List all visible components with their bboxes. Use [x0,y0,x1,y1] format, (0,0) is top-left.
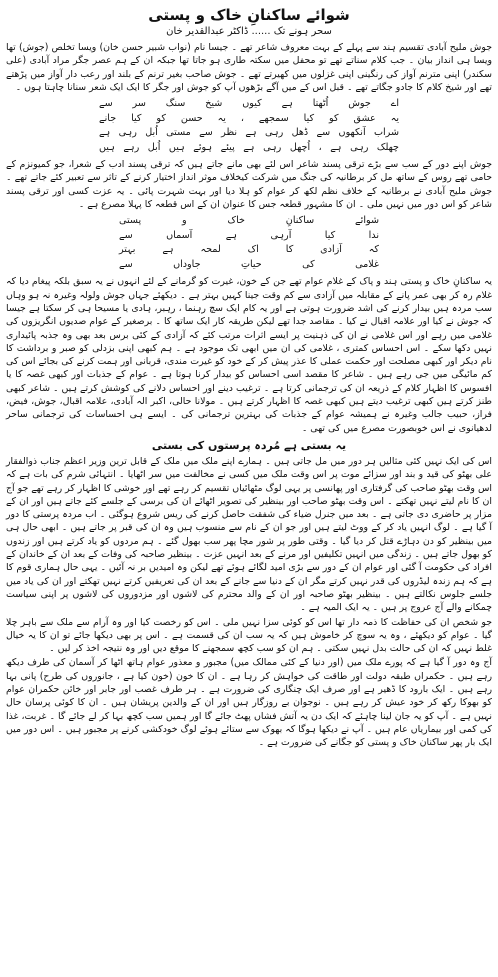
verse-line: اے جوش اُٹھتا ہے کیوں شیخ سنگ سر سے [99,98,399,110]
verse-line: کہ آزادی کا اک لمحہ ہے بہتر [119,244,379,256]
paragraph-6: آج وہ دور آ گیا ہے کہ پورے ملک میں (اور دنیا کے کئی ممالک میں) مجبور و معذور عوام ہاتھ اٹھا کر آسمان کی طرف دیکھ رہے ہیں ۔ حکمراں طبقہ دولت اور طاقت کی خواہش کر رہا ہے ۔ ان کا خون (خون کیا ہے ، جانوروں کی طرح) پانی بہا رہے ہیں ۔ ایک بارود کا ڈھیر ہے اور صرف ایک چنگاری کی ضرورت ہے ۔ ہر طرف غصب اور جابر اور خائن حکمران عوام کو بھوکا رکھ کر خود عیش کر رہے ہیں ۔ نوجوان بے روزگار ہیں اور ان کے والدین پریشان ہیں ۔ ان کا کوئی پرسان حال نہیں ہے ۔ آپ کو یہ جان لینا چاہئے کہ ایک دن یہ آتش فشاں پھٹ جائے گا اور ہمیں سب کچھ بہا کر لے جائے گا ۔ غربت، غذا کی کمی اور بیماریاں عام ہیں ۔ آپ نے دیکھا ہوگا کہ بھوک سے ستائے ہوئے لوگ خودکشی کرنے پر مجبور ہیں ۔ اس دور میں ایک بار پھر ساکنان خاک و پستی کو جگانے کی ضرورت ہے ۔ [6,657,492,749]
column-byline: سحر ہونے تک ...... ڈاکٹر عبدالقدیر خان [166,26,332,37]
verse-block-1 [99,97,399,155]
verse-block-2 [119,214,379,272]
verse-line: ندا کیا آرہی ہے آسماں سے [119,229,379,241]
verse-line: شوائے ساکنانِ خاک و پستی [119,215,379,227]
paragraph-4: اس کی ایک نہیں کئی مثالیں ہر دور میں مل جاتی ہیں ۔ ہمارے اپنے ملک میں ملک کے قابل ترین وزیر اعظم جناب ذوالفقار علی بھٹو کی قید و بند اور سزائے موت پر اس وقت ملک میں کسی نے مخالفت میں سر اٹھایا ۔ انتہائی شرم کی بات ہے کہ اس وقت بھٹو صاحب کی گرفتاری اور پھانسی پر یہی لوگ مٹھائیاں تقسیم کر رہے تھے اور خوشی کا اظہار کر رہے تھے جو آج ان کا نام لیتے نہیں تھکتے ۔ اس وقت بھٹو صاحب اور بینظیر کی تصویر اٹھائے ان کی برسی کے جلسے کئے جاتے ہیں اور ان کے مزار پر حاضری دی جاتی ہے ۔ بعد میں جنرل ضیاء کی شفقت حاصل کرنے کی ریس شروع ہوگئی ۔ اب مردہ پرستی کا دور آ گیا ہے ۔ لوگ انہیں یاد کر کے ووٹ لیتے ہیں اور جو ان کے نام سے منسوب ہیں وہ ان کی قبر پر جاتے ہیں ۔ ابھی حال ہی میں بینظیر کو دن دہاڑے قتل کر دیا گیا ۔ وقتی طور پر شور مچا پھر سب بھول گئے ۔ ہم مردوں کو یاد کرتے ہیں اور زندوں کو بھول جاتے ہیں ۔ زندگی میں انہیں تکلیفیں اور مرنے کے بعد انہیں عزت ۔ بینظیر صاحبہ کی وفات کے بعد ان کے خاندان کے افراد کی حکومت آ گئی اور عوام ان کے دور سے بڑی امید لگائے ہوئے تھے لیکن وہ امیدیں بر نہ آئیں ۔ یہی حال ہماری قوم کا ہے کہ ہم زندہ لیڈروں کی قدر نہیں کرتے مگر ان کے دنیا سے جانے کے بعد ان کی تعریفیں کرتے نہیں تھکتے اور ان کی یاد میں جلسے جلوس نکالتے ہیں ۔ بینظیر بھٹو صاحبہ اور ان کے والد محترم کی لاشوں اور مزدوروں کی لاشوں پر اپنی سیاست چمکانے والے آج عروج پر ہیں ۔ یہ ایک المیہ ہے ۔ [6,455,492,614]
paragraph-2: جوش اپنے دور کے سب سے بڑے ترقی پسند شاعر اس لئے بھی مانے جاتے ہیں کہ ترقی پسند ادب کے شعرا، جو کمیونزم کے حامی تھے روس کے ساتھ مل کر برطانیہ کی جنگ میں شرکت کیخلاف موثر انداز اختیار کرنے کے تاثر سے تعبیر کئے جاتے تھے ۔ جوش ملیح آبادی نے برطانیہ کے خلاف نظم لکھ کر عوام کو ہلا دیا اور بہت شہرت پائی ۔ یہ عزت کسی اور ترقی پسند شاعر کو اس دور میں نہیں ملی ۔ ان کا مشہور قطعہ جس کا عنوان ان کے اس قطعہ کا پہلا مصرع ہے ۔ [6,159,492,211]
quoted-subheading: یہ بستی ہے مُردہ پرستوں کی بستی [151,438,347,452]
paragraph-1: جوش ملیح آبادی تقسیم ہند سے پہلے کے بہت معروف شاعر تھے ۔ جیسا نام (نواب شبیر حسن خان) ویسا تخلص (جوش) تھا ویسا ہی انداز بیان ۔ جب کلام سناتے تھے تو محفل میں سکتہ طاری ہو جاتا تھا جبکہ ان کے ہم عصر جگر مراد آبادی (علی سکندر) اپنی مترنم آواز کی رنگینی اپنی غزلوں میں کھیرتے تھے ۔ جوش صاحب بغیر ترنم کے بلند اور رعب دار آواز میں پڑھتے تھے اور شیخ کلام کا جادو جگاتے تھے ۔ قبل اس کے میں آگے بڑھوں آپ کو جوش اور جگر کا ایک ایک شعر سنانا چاہتا ہوں ۔ [6,42,492,93]
paragraph-3: یہ ساکنانِ خاک و پستی ہند و پاک کے غلام عوام تھے جن کے خون، غیرت کو گرمانے کے لئے انہوں نے یہ سبق بلکہ پیغام دیا کہ غلام رہ کر بھی عمر پانے کے مقابلہ میں آزادی سے کم وقت جینا کہیں بہتر ہے ۔ دیکھئے جہاں جوش ولولہ وغیرہ نہ ہو وہاں سب مردہ ہیں بیدار کرنے کی اشد ضرورت ہوتی ہے اور یہ کام ایک سچ رہنما ، رہبر، ہادی یا مسیحا ہی کر سکتا ہے جیسا کہ جوش نے کیا اور علامہ اقبال نے کیا ۔ مقاصد جدا تھے لیکن طریقہ کار ایک ساتھ کا ۔ برصغیر کے عوام صدیوں انگریزوں کی غلامی میں رہے اور اس غلامی نے ان کی ذہنیت پر ایسے اثرات مرتب کئے کہ آزادی کے کئی برس بعد بھی وہ جذبہ پائیداری نہیں دکھا سکے ۔ اس احساس کمتری ، غلامی کی ان میں ابھی تک موجود ہے ۔ ہم کبھی اپنی بزدلی کو صبر و برداشت کا نام دیکر اور کبھی مصلحت اور حکمت عملی کا عذر پیش کر کے خود کو غیرت مندی، قربانی اور ہمت کرنے کی بجائے اس کی کم مائیگی میں جی رہے ہیں ۔ شاعر کا مقصد اسی احساس کو بیدار کرنا ہوتا ہے ۔ عوام کے جذبات اور کبھی غصہ کا یا افسوس کا اظہار کلام کے ذریعہ ان کی ترجمانی کرتا ہے ۔ ترغیب دینے اور احساس دلانے کی کوشش کرتے ہیں ۔ شاعر کبھی طنز کرتے ہیں کبھی ترغیب دیتے ہیں کبھی غصہ کا اظہار کرتے ہیں ۔ مولانا حالی، اکبر الہ آبادی، علامہ اقبال، جوش، فیض، فراز، حبیب جالب وغیرہ نے ہمیشہ عوام کے جذبات کی بہترین ترجمانی کی ۔ ایسے ہی احساسات کی ترجمانی ساحر لدھیانوی نے اس خوبصورت مصرع میں کی تھی ۔ [6,276,492,434]
verse-line: شراب آنکھوں سے ڈھل رہی ہے نظر سے مستی اُبل رہی ہے [99,127,399,139]
verse-line: غلامی کی حیاتِ جاوداں سے [119,258,379,270]
verse-line: یہ عشق کو کیا سمجھے ، یہ حسن کو کیا جانے [99,112,399,124]
verse-line: چھلک رہی ہے ، اُچھل رہی ہے پیئے ہوئے ہیں اُبل رہے ہیں [99,141,399,153]
column-title: شوائے ساکنانِ خاک و پستی [148,6,350,24]
paragraph-5: جو شخص ان کی حفاظت کا ذمہ دار تھا اس کو کوئی سزا نہیں ملی ۔ اس کو رخصت کیا اور وہ آرام سے ملک سے باہر چلا گیا ۔ عوام کو دیکھئے ، وہ یہ سوچ کر خاموش ہیں کہ یہ سب ان کی قسمت ہے ۔ اس پر بھی دیکھا جائے تو ان کا یہ خیال غلط نہیں کہ ان کی حالت بدل نہیں سکتی ۔ ہم ان کو سب کچھ سمجھنے کا موقع دیں اور وہ نتیجہ اخذ کر لیں ۔ [6,616,492,655]
